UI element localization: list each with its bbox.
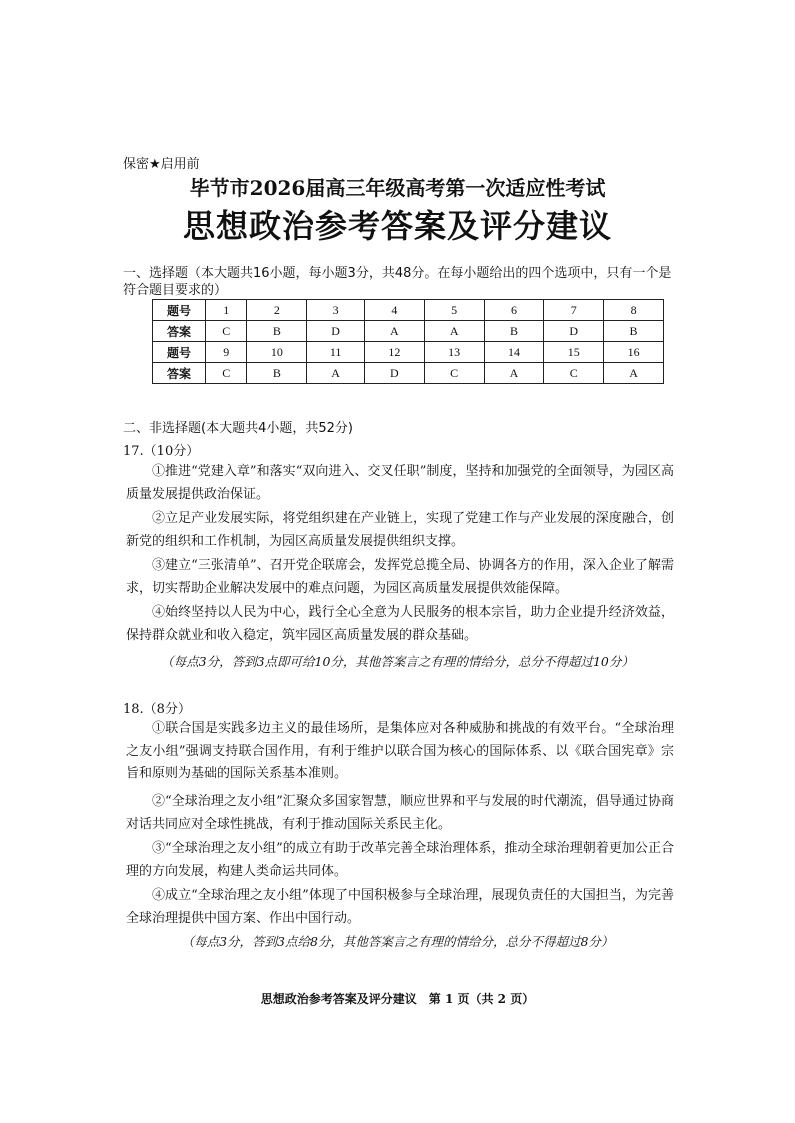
row-label-question: 题号 bbox=[153, 342, 206, 363]
answer-cell: B bbox=[604, 321, 664, 342]
q17-point-2: ②立足产业发展实际，将党组织建在产业链上，实现了党建工作与产业发展的深度融合，创新党的组织和工作机制，为园区高质量发展提供组织支撑。 bbox=[126, 511, 674, 549]
answer-table bbox=[152, 299, 664, 384]
confidential-label: 保密★启用前 bbox=[123, 157, 200, 172]
question-number: 11 bbox=[307, 342, 365, 363]
question-18-label: 18.（8分） bbox=[123, 702, 191, 717]
question-number: 6 bbox=[484, 300, 544, 321]
question-number: 13 bbox=[424, 342, 484, 363]
q17-scoring-note: （每点3分，答到3点即可给10分，其他答案言之有理的情给分，总分不得超过10分） bbox=[161, 654, 634, 669]
question-number: 9 bbox=[206, 342, 247, 363]
question-number: 2 bbox=[247, 300, 307, 321]
answer-cell: A bbox=[484, 363, 544, 384]
q18-point-3: ③“全球治理之友小组”的成立有助于改革完善全球治理体系，推动全球治理朝着更加公正合理的方向发展，构建人类命运共同体。 bbox=[126, 841, 674, 879]
question-number: 7 bbox=[544, 300, 604, 321]
answer-cell: A bbox=[424, 321, 484, 342]
row-label-answer: 答案 bbox=[153, 321, 206, 342]
question-number: 16 bbox=[604, 342, 664, 363]
answer-cell: C bbox=[544, 363, 604, 384]
section1-heading: 一、选择题（本大题共16小题，每小题3分，共48分。在每小题给出的四个选项中，只有一个是符合题目要求的） bbox=[123, 266, 672, 298]
q18-point-1: ①联合国是实践多边主义的最佳场所，是集体应对各种威胁和挑战的有效平台。“全球治理之友小组”强调支持联合国作用，有利于维护以联合国为核心的国际体系、以《联合国宪章》宗旨和原则为基础的国际关系基本准则。 bbox=[126, 721, 674, 781]
answer-cell: B bbox=[247, 321, 307, 342]
answer-cell: D bbox=[544, 321, 604, 342]
q18-point-2: ②“全球治理之友小组”汇聚众多国家智慧，顺应世界和平与发展的时代潮流，倡导通过协商对话共同应对全球性挑战，有利于推动国际关系民主化。 bbox=[126, 794, 674, 832]
question-number: 1 bbox=[206, 300, 247, 321]
answer-cell: A bbox=[365, 321, 425, 342]
q17-point-1: ①推进“党建入章”和落实“双向进入、交叉任职”制度，坚持和加强党的全面领导，为园区高质量发展提供政治保证。 bbox=[126, 464, 674, 502]
table-row-questions-1 bbox=[153, 300, 664, 321]
q17-point-4: ④始终坚持以人民为中心，践行全心全意为人民服务的根本宗旨，助力企业提升经济效益，保持群众就业和收入稳定，筑牢园区高质量发展的群众基础。 bbox=[126, 605, 674, 643]
section2-heading: 二、非选择题(本大题共4小题，共52分) bbox=[123, 421, 353, 436]
answer-cell: B bbox=[484, 321, 544, 342]
answer-cell: A bbox=[604, 363, 664, 384]
question-number: 5 bbox=[424, 300, 484, 321]
answer-cell: C bbox=[206, 363, 247, 384]
question-number: 8 bbox=[604, 300, 664, 321]
q18-point-4: ④成立“全球治理之友小组”体现了中国积极参与全球治理，展现负责任的大国担当，为完善全球治理提供中国方案、作出中国行动。 bbox=[126, 888, 674, 926]
answer-cell: C bbox=[206, 321, 247, 342]
row-label-question: 题号 bbox=[153, 300, 206, 321]
question-number: 4 bbox=[365, 300, 425, 321]
q18-scoring-note: （每点3分，答到3点给8分，其他答案言之有理的情给分，总分不得超过8分） bbox=[181, 934, 614, 949]
table-row-answers-2 bbox=[153, 363, 664, 384]
question-17-label: 17.（10分） bbox=[123, 444, 200, 459]
page-footer: 思想政治参考答案及评分建议 第 1 页（共 2 页） bbox=[260, 992, 535, 1006]
question-number: 14 bbox=[484, 342, 544, 363]
answer-cell: A bbox=[307, 363, 365, 384]
q17-point-3: ③建立“三张清单”、召开党企联席会，发挥党总揽全局、协调各方的作用，深入企业了解需求，切实帮助企业解决发展中的难点问题，为园区高质量发展提供效能保障。 bbox=[126, 558, 674, 596]
answer-cell: C bbox=[424, 363, 484, 384]
answer-cell: D bbox=[307, 321, 365, 342]
table-row-answers-1 bbox=[153, 321, 664, 342]
exam-title: 毕节市2026届高三年级高考第一次适应性考试 bbox=[189, 176, 606, 200]
answer-cell: B bbox=[247, 363, 307, 384]
question-number: 3 bbox=[307, 300, 365, 321]
table-row-questions-2 bbox=[153, 342, 664, 363]
question-number: 10 bbox=[247, 342, 307, 363]
question-number: 12 bbox=[365, 342, 425, 363]
row-label-answer: 答案 bbox=[153, 363, 206, 384]
document-title: 思想政治参考答案及评分建议 bbox=[182, 207, 612, 245]
answer-cell: D bbox=[365, 363, 425, 384]
question-number: 15 bbox=[544, 342, 604, 363]
